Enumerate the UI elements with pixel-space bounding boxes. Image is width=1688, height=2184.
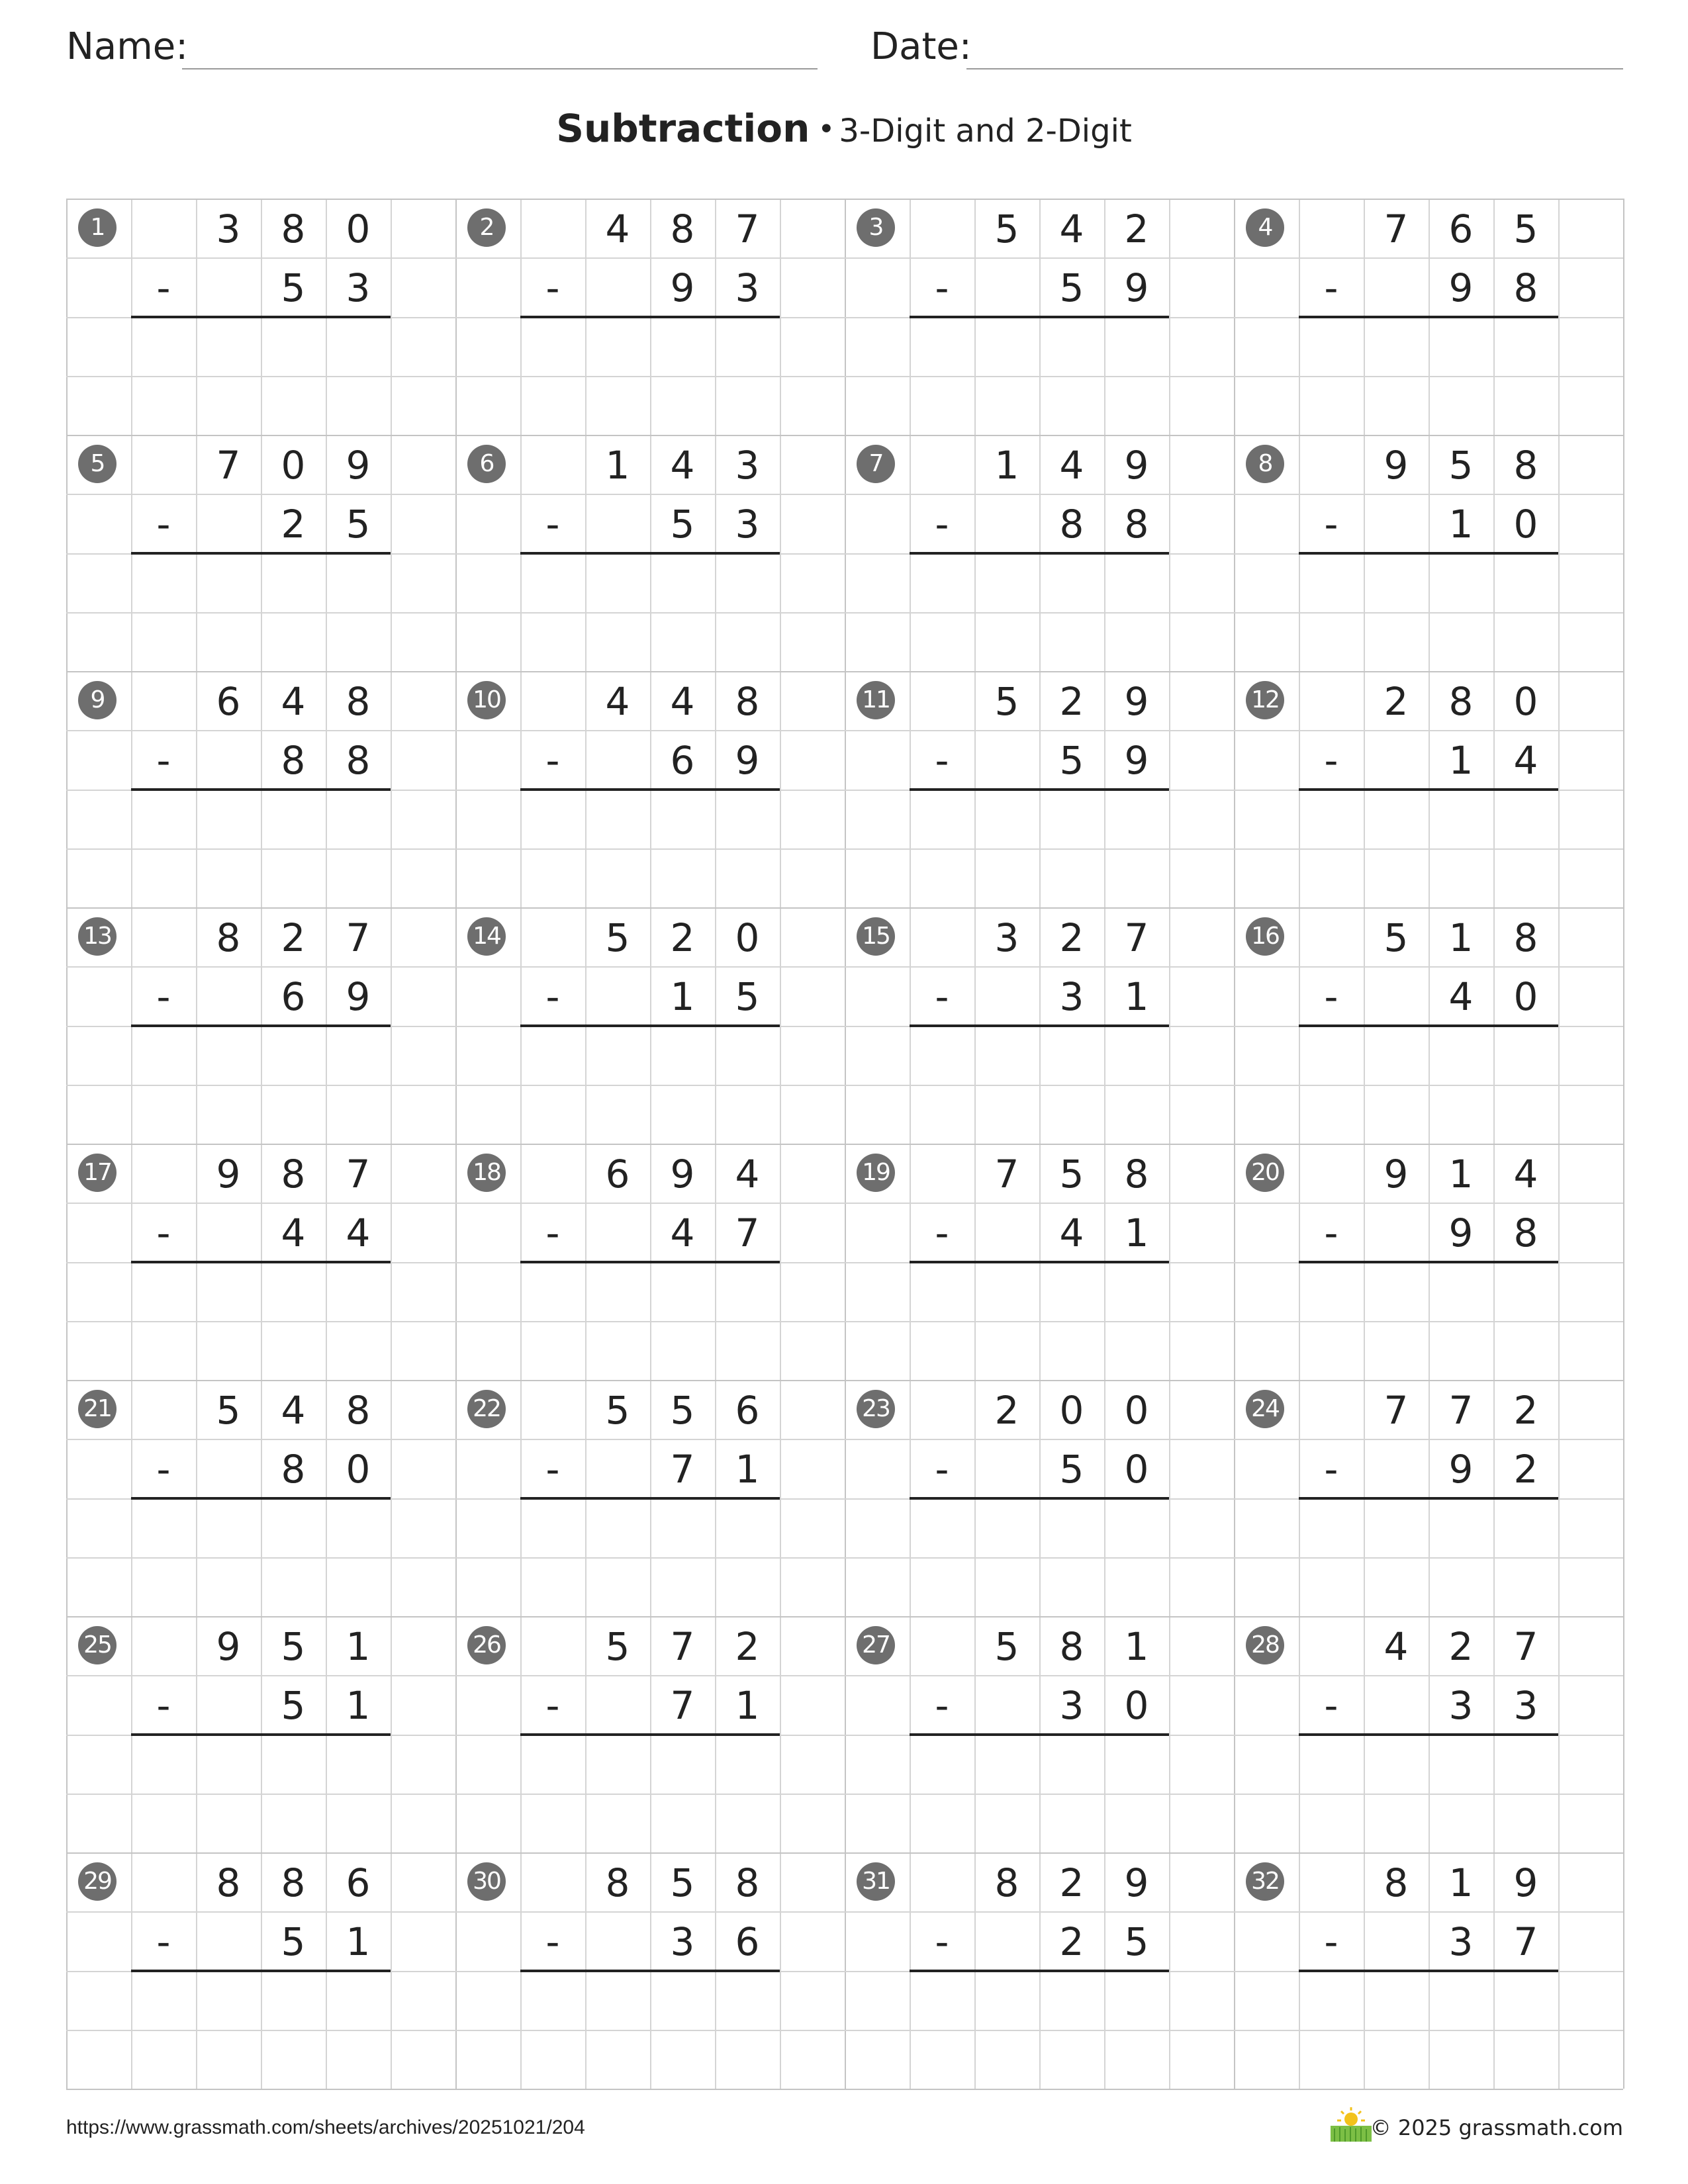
minuend-digit: 7 [1513,1624,1538,1669]
minus-sign: - [156,265,171,310]
problem-number-badge: 16 [1246,917,1284,956]
minus-sign: - [156,1919,171,1964]
subtrahend-digit: 7 [670,1683,695,1728]
subtrahend-digit: 5 [1059,265,1084,310]
minuend-digit: 1 [1448,1152,1474,1197]
minus-sign: - [545,265,560,310]
minuend-digit: 9 [216,1624,241,1669]
problem-number-badge: 21 [78,1390,117,1428]
subtrahend-digit: 9 [1124,738,1149,783]
answer-line [131,1733,391,1736]
minuend-digit: 0 [1513,679,1538,724]
answer-line [131,1970,391,1972]
minus-sign: - [935,1210,949,1255]
answer-line [1299,788,1558,791]
minuend-digit: 2 [1059,915,1084,960]
subtrahend-digit: 6 [735,1919,760,1964]
minuend-digit: 0 [735,915,760,960]
minuend-digit: 3 [216,206,241,251]
minuend-digit: 5 [1448,443,1474,488]
answer-line [520,1024,780,1027]
problem-number-badge: 23 [857,1390,895,1428]
minuend-digit: 6 [216,679,241,724]
subtrahend-digit: 8 [1513,1210,1538,1255]
footer-copyright: © 2025 grassmath.com [1370,2115,1623,2140]
problem-number-badge: 8 [1246,445,1284,483]
subtrahend-digit: 2 [281,502,306,547]
minuend-digit: 8 [346,1388,371,1433]
minuend-digit: 0 [1059,1388,1084,1433]
minuend-digit: 2 [281,915,306,960]
minus-sign: - [545,1683,560,1728]
minus-sign: - [545,1447,560,1492]
subtrahend-digit: 4 [670,1210,695,1255]
subtrahend-digit: 3 [1513,1683,1538,1728]
minuend-digit: 5 [1059,1152,1084,1197]
minus-sign: - [935,1683,949,1728]
minuend-digit: 5 [281,1624,306,1669]
subtrahend-digit: 5 [1059,1447,1084,1492]
minus-sign: - [1324,1683,1338,1728]
subtrahend-digit: 0 [1513,502,1538,547]
subtrahend-digit: 4 [1059,1210,1084,1255]
minuend-digit: 0 [1124,1388,1149,1433]
answer-line [131,1497,391,1500]
minuend-digit: 2 [735,1624,760,1669]
worksheet-title [0,106,1688,151]
subtrahend-digit: 9 [1124,265,1149,310]
minuend-digit: 8 [1124,1152,1149,1197]
grid-line-horizontal [66,2089,1623,2090]
minuend-digit: 7 [735,206,760,251]
minuend-digit: 5 [216,1388,241,1433]
minuend-digit: 7 [216,443,241,488]
grid-line-horizontal [66,848,1623,850]
subtrahend-digit: 8 [281,1447,306,1492]
answer-line [1299,552,1558,555]
subtrahend-digit: 1 [346,1919,371,1964]
title-subtitle: 3-Digit and 2-Digit [839,113,1132,150]
minuend-digit: 8 [735,1860,760,1905]
problem-number-badge: 13 [78,917,117,956]
date-line [966,68,1623,69]
minus-sign: - [935,502,949,547]
subtrahend-digit: 4 [281,1210,306,1255]
subtrahend-digit: 9 [735,738,760,783]
problem-number-badge: 19 [857,1154,895,1192]
name-label: Name: [66,25,189,68]
minuend-digit: 4 [281,679,306,724]
problem-number-badge: 26 [467,1626,506,1664]
minuend-digit: 9 [670,1152,695,1197]
subtrahend-digit: 7 [1513,1919,1538,1964]
minuend-digit: 8 [605,1860,630,1905]
problem-number-badge: 32 [1246,1862,1284,1901]
subtrahend-digit: 2 [1513,1447,1538,1492]
subtrahend-digit: 1 [735,1447,760,1492]
minuend-digit: 2 [1383,679,1409,724]
minuend-digit: 1 [1124,1624,1149,1669]
minus-sign: - [1324,502,1338,547]
subtrahend-digit: 9 [346,974,371,1019]
subtrahend-digit: 8 [281,738,306,783]
subtrahend-digit: 0 [1124,1447,1149,1492]
minuend-digit: 9 [1124,443,1149,488]
minuend-digit: 8 [216,1860,241,1905]
problem-number-badge: 10 [467,681,506,719]
grid-line-horizontal [66,1321,1623,1322]
subtrahend-digit: 5 [1059,738,1084,783]
answer-line [131,1261,391,1263]
minuend-digit: 4 [1513,1152,1538,1197]
minuend-digit: 5 [605,915,630,960]
minus-sign: - [1324,265,1338,310]
minuend-digit: 7 [994,1152,1019,1197]
minuend-digit: 8 [216,915,241,960]
minus-sign: - [1324,1919,1338,1964]
answer-line [1299,1497,1558,1500]
minus-sign: - [545,974,560,1019]
minus-sign: - [1324,1210,1338,1255]
minuend-digit: 8 [1513,915,1538,960]
minuend-digit: 0 [281,443,306,488]
answer-line [910,1261,1169,1263]
minuend-digit: 5 [670,1860,695,1905]
problem-number-badge: 20 [1246,1154,1284,1192]
minuend-digit: 4 [670,443,695,488]
minus-sign: - [545,1919,560,1964]
minuend-digit: 5 [994,679,1019,724]
minuend-digit: 8 [281,1152,306,1197]
grid-line-horizontal [66,1794,1623,1795]
minuend-digit: 8 [1383,1860,1409,1905]
grid-line-horizontal [66,1557,1623,1559]
problem-number-badge: 28 [1246,1626,1284,1664]
subtrahend-digit: 0 [1513,974,1538,1019]
problem-number-badge: 17 [78,1154,117,1192]
minuend-digit: 5 [605,1624,630,1669]
minuend-digit: 5 [1513,206,1538,251]
answer-line [520,1970,780,1972]
minuend-digit: 4 [735,1152,760,1197]
minuend-digit: 8 [281,1860,306,1905]
problem-number-badge: 15 [857,917,895,956]
problem-number-badge: 24 [1246,1390,1284,1428]
subtrahend-digit: 3 [735,265,760,310]
minuend-digit: 4 [1059,206,1084,251]
minuend-digit: 2 [1448,1624,1474,1669]
minuend-digit: 6 [1448,206,1474,251]
subtrahend-digit: 9 [1448,1447,1474,1492]
minus-sign: - [545,738,560,783]
minus-sign: - [156,1447,171,1492]
minuend-digit: 7 [670,1624,695,1669]
minus-sign: - [545,502,560,547]
minuend-digit: 5 [605,1388,630,1433]
minus-sign: - [1324,1447,1338,1492]
minuend-digit: 8 [346,679,371,724]
minus-sign: - [935,1447,949,1492]
answer-line [131,316,391,318]
subtrahend-digit: 5 [281,1919,306,1964]
minuend-digit: 6 [605,1152,630,1197]
minuend-digit: 9 [1383,443,1409,488]
minuend-digit: 3 [994,915,1019,960]
answer-line [910,1733,1169,1736]
subtrahend-digit: 8 [1059,502,1084,547]
minuend-digit: 6 [346,1860,371,1905]
grid-line-vertical [1623,199,1624,2089]
minuend-digit: 9 [1513,1860,1538,1905]
minuend-digit: 2 [1124,206,1149,251]
problem-grid [66,199,1623,2089]
subtrahend-digit: 7 [670,1447,695,1492]
subtrahend-digit: 4 [346,1210,371,1255]
minuend-digit: 7 [1124,915,1149,960]
grid-line-horizontal [66,612,1623,614]
minuend-digit: 1 [605,443,630,488]
subtrahend-digit: 3 [670,1919,695,1964]
problem-number-badge: 31 [857,1862,895,1901]
answer-line [910,788,1169,791]
problem-number-badge: 22 [467,1390,506,1428]
subtrahend-digit: 1 [735,1683,760,1728]
minuend-digit: 5 [994,1624,1019,1669]
minuend-digit: 8 [281,206,306,251]
answer-line [1299,1970,1558,1972]
minus-sign: - [1324,738,1338,783]
subtrahend-digit: 1 [1124,1210,1149,1255]
subtrahend-digit: 6 [670,738,695,783]
minuend-digit: 1 [1448,915,1474,960]
subtrahend-digit: 7 [735,1210,760,1255]
subtrahend-digit: 5 [735,974,760,1019]
minuend-digit: 7 [1383,1388,1409,1433]
minuend-digit: 9 [346,443,371,488]
subtrahend-digit: 3 [1059,974,1084,1019]
subtrahend-digit: 5 [1124,1919,1149,1964]
subtrahend-digit: 5 [346,502,371,547]
answer-line [131,552,391,555]
answer-line [520,552,780,555]
minuend-digit: 2 [1059,679,1084,724]
title-separator: • [818,113,835,146]
subtrahend-digit: 5 [281,265,306,310]
problem-number-badge: 9 [78,681,117,719]
minuend-digit: 8 [1513,443,1538,488]
minuend-digit: 9 [1124,1860,1149,1905]
minuend-digit: 4 [281,1388,306,1433]
minus-sign: - [156,974,171,1019]
minuend-digit: 7 [1383,206,1409,251]
problem-number-badge: 29 [78,1862,117,1901]
minuend-digit: 7 [1448,1388,1474,1433]
problem-number-badge: 5 [78,445,117,483]
minus-sign: - [935,974,949,1019]
subtrahend-digit: 2 [1059,1919,1084,1964]
problem-number-badge: 3 [857,208,895,247]
minuend-digit: 1 [994,443,1019,488]
minuend-digit: 8 [1448,679,1474,724]
subtrahend-digit: 1 [346,1683,371,1728]
answer-line [131,788,391,791]
subtrahend-digit: 1 [670,974,695,1019]
subtrahend-digit: 1 [1448,738,1474,783]
minuend-digit: 4 [605,679,630,724]
minuend-digit: 0 [346,206,371,251]
answer-line [131,1024,391,1027]
minus-sign: - [156,1210,171,1255]
subtrahend-digit: 8 [346,738,371,783]
subtrahend-digit: 9 [670,265,695,310]
minus-sign: - [545,1210,560,1255]
subtrahend-digit: 9 [1448,1210,1474,1255]
grid-line-horizontal [66,376,1623,377]
problem-number-badge: 30 [467,1862,506,1901]
subtrahend-digit: 5 [281,1683,306,1728]
minuend-digit: 2 [1059,1860,1084,1905]
minuend-digit: 5 [1383,915,1409,960]
subtrahend-digit: 1 [1448,502,1474,547]
minus-sign: - [156,1683,171,1728]
subtrahend-digit: 3 [735,502,760,547]
minuend-digit: 6 [735,1388,760,1433]
grid-line-horizontal [66,1085,1623,1086]
minuend-digit: 9 [1124,679,1149,724]
subtrahend-digit: 3 [1448,1683,1474,1728]
name-line [182,68,818,69]
subtrahend-digit: 3 [1059,1683,1084,1728]
grid-line-horizontal [66,2030,1623,2031]
minus-sign: - [935,265,949,310]
subtrahend-digit: 0 [1124,1683,1149,1728]
minuend-digit: 7 [346,1152,371,1197]
minuend-digit: 1 [1448,1860,1474,1905]
subtrahend-digit: 0 [346,1447,371,1492]
answer-line [910,1497,1169,1500]
answer-line [520,316,780,318]
minuend-digit: 3 [735,443,760,488]
answer-line [520,788,780,791]
minuend-digit: 1 [346,1624,371,1669]
problem-number-badge: 11 [857,681,895,719]
minus-sign: - [1324,974,1338,1019]
problem-number-badge: 1 [78,208,117,247]
problem-number-badge: 4 [1246,208,1284,247]
answer-line [910,552,1169,555]
subtrahend-digit: 5 [670,502,695,547]
minuend-digit: 2 [670,915,695,960]
minuend-digit: 9 [1383,1152,1409,1197]
subtrahend-digit: 3 [1448,1919,1474,1964]
subtrahend-digit: 4 [1513,738,1538,783]
answer-line [910,1024,1169,1027]
date-label: Date: [870,25,972,68]
subtrahend-digit: 8 [1124,502,1149,547]
problem-number-badge: 14 [467,917,506,956]
subtrahend-digit: 3 [346,265,371,310]
answer-line [1299,316,1558,318]
subtrahend-digit: 8 [1513,265,1538,310]
minuend-digit: 8 [1059,1624,1084,1669]
problem-number-badge: 25 [78,1626,117,1664]
problem-number-badge: 2 [467,208,506,247]
answer-line [520,1497,780,1500]
subtrahend-digit: 6 [281,974,306,1019]
minuend-digit: 5 [994,206,1019,251]
minus-sign: - [156,738,171,783]
problem-number-badge: 27 [857,1626,895,1664]
answer-line [1299,1261,1558,1263]
problem-number-badge: 18 [467,1154,506,1192]
title-main: Subtraction [556,106,810,151]
minuend-digit: 4 [1383,1624,1409,1669]
grass-sun-logo-icon [1328,2105,1374,2144]
answer-line [1299,1733,1558,1736]
answer-line [910,1970,1169,1972]
subtrahend-digit: 4 [1448,974,1474,1019]
minuend-digit: 8 [670,206,695,251]
answer-line [520,1261,780,1263]
subtrahend-digit: 9 [1448,265,1474,310]
answer-line [910,316,1169,318]
minus-sign: - [935,738,949,783]
minuend-digit: 7 [346,915,371,960]
minus-sign: - [156,502,171,547]
minuend-digit: 8 [735,679,760,724]
answer-line [520,1733,780,1736]
minuend-digit: 8 [994,1860,1019,1905]
minuend-digit: 4 [1059,443,1084,488]
footer-url: https://www.grassmath.com/sheets/archives/20251021/204 [66,2116,585,2138]
subtrahend-digit: 1 [1124,974,1149,1019]
minuend-digit: 9 [216,1152,241,1197]
minuend-digit: 2 [1513,1388,1538,1433]
problem-number-badge: 12 [1246,681,1284,719]
minuend-digit: 2 [994,1388,1019,1433]
problem-number-badge: 7 [857,445,895,483]
answer-line [1299,1024,1558,1027]
minus-sign: - [935,1919,949,1964]
minuend-digit: 4 [670,679,695,724]
minuend-digit: 4 [605,206,630,251]
minuend-digit: 5 [670,1388,695,1433]
problem-number-badge: 6 [467,445,506,483]
